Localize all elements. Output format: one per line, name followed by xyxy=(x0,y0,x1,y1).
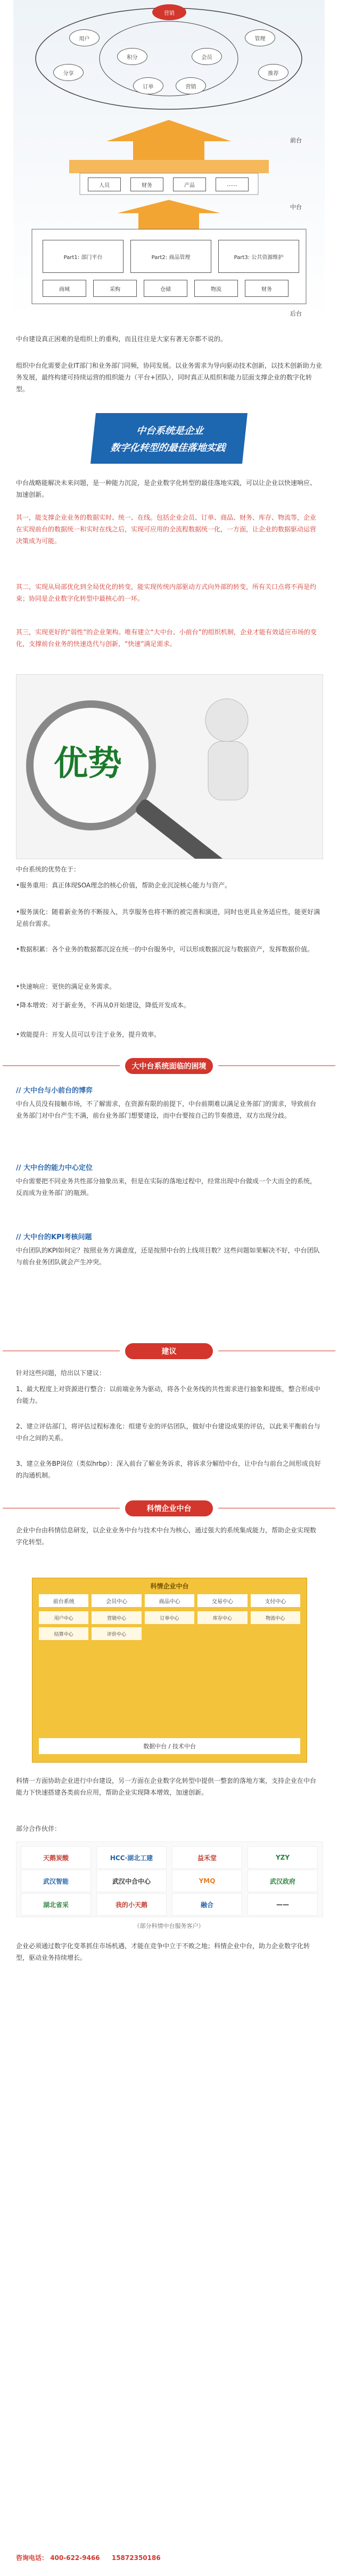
platform-col-1: 前台系统 xyxy=(39,1594,88,1607)
mid-box-2: 财务 xyxy=(130,177,163,191)
suggestion-3: 3、建立业务BP岗位（类似hrbp）：深入前台了解业务诉求，将诉求分解给中台，让中台与前台之间形成良好的沟通机制。 xyxy=(16,1460,321,1479)
body-paragraph-2: 其一，能支撑企业业务的数据实时、统一、在线。包括企业会员、订单、商品、财务、库存、物流等，企业在实现前台的数据统一和实时在线之后，实现可应用的全流程数据统一化，一方面，让企业的数据驱动运营决策成为可能。 xyxy=(16,514,317,545)
client-logo: 融合 xyxy=(172,1893,242,1916)
client-logo: YMQ xyxy=(172,1870,242,1892)
client-logo: 湖北省采 xyxy=(21,1893,91,1916)
platform-columns xyxy=(39,1594,300,1607)
mid-box-1: 人员 xyxy=(88,177,121,191)
advantage-item-6: •效能提升：开发人员可以专注于业务，提升效率。 xyxy=(16,1031,161,1038)
back-box-3: 仓储 xyxy=(144,280,187,297)
body-paragraph-1: 中台战略能解决未来问题，是一种能力沉淀，是企业数字化转型的最佳落地实践，可以让企业以快速响应、加速创新。 xyxy=(16,479,317,498)
platform-cell: 订单中心 xyxy=(145,1611,194,1624)
front-label: 前台 xyxy=(290,137,302,144)
advantage-badge: 优势 xyxy=(54,744,122,784)
back-box-5: 财务 xyxy=(245,280,288,297)
platform-bottom: 数据中台 / 技术中台 xyxy=(39,1738,300,1754)
platform-col-2: 会员中心 xyxy=(92,1594,141,1607)
platform-intro: 企业中台由科情信息研发，以企业业务中台与技术中台为核心，通过强大的系统集成能力，帮助企业实现数字化转型。 xyxy=(16,1527,317,1546)
advantages-intro: 中台系统的优势在于： xyxy=(16,866,80,873)
closing-paragraph: 企业必须通过数字化变革抓住市场机遇，才能在竞争中立于不败之地；科情企业中台，助力企业数字化转型，驱动业务持续增长。 xyxy=(16,1942,310,1961)
client-logo: HCC·湖北工建 xyxy=(96,1846,167,1869)
platform-grid xyxy=(39,1611,300,1640)
node-6: 会员 xyxy=(192,48,222,65)
mid-box-4: …… xyxy=(216,177,249,191)
clients-caption: （部分科情中台服务客户） xyxy=(134,1923,204,1929)
advantage-item-3: •数据积累：各个业务的数据都沉淀在统一的中台服务中，可以形成数据沉淀与数据资产，发挥数据价值。 xyxy=(16,946,314,953)
banner-line-2: 数字化转型的最佳落地实践 xyxy=(110,442,226,454)
platform-title: 科情企业中台 xyxy=(150,1582,189,1590)
intro-paragraph-1: 中台建设真正困难的是组织上的重构，而且往往是大家有著无奈都不说的。 xyxy=(16,335,227,343)
back-label: 后台 xyxy=(290,310,302,317)
body-paragraph-3: 其二，实现从局部优化到全局优化的转变，能实现传统内部驱动方式向外部的转变，所有关口点将不再是约束；协同是企业数字化转型中最核心的一环。 xyxy=(16,583,317,602)
problem-title-3: // 大中台的KPI考核问题 xyxy=(16,1233,92,1241)
advantage-item-4: •快速响应：更快的满足业务需求。 xyxy=(16,983,116,990)
part-2: Part2: 商品管理 xyxy=(130,240,211,273)
platform-cell: 结算中心 xyxy=(39,1627,88,1640)
node-1: 用户 xyxy=(69,29,100,46)
advantage-image xyxy=(16,674,323,859)
back-box-1: 商城 xyxy=(43,280,86,297)
problem-title-2: // 大中台的能力中心定位 xyxy=(16,1164,93,1172)
architecture-diagram xyxy=(0,0,338,325)
node-7: 订单 xyxy=(133,77,163,94)
part-1: Part1: 部门平台 xyxy=(43,240,123,273)
intro-paragraph-2: 组织中台化需要企业IT部门和业务部门同频，协同发展。以业务需求为导向驱动技术创新，以技术创新助力业务发展，最终构建可持续运营的组织能力（平台+团队），同时真正从组织和能力层面支撑企业的数字化转型。 xyxy=(16,362,322,393)
client-logo: 武汉智能 xyxy=(21,1870,91,1892)
body-paragraph-4: 其三，实现更好的“弱性”的企业架构。唯有建立“大中台、小前台”的组织机制，企业才能有效适应市场的变化，支撑前台业务的快速迭代与创新，“快速”满足需求。 xyxy=(16,628,317,648)
back-box-4: 物流 xyxy=(194,280,238,297)
header-dilemma: 大中台系统面临的困境 xyxy=(125,1058,213,1074)
diagram-lines xyxy=(0,0,338,325)
platform-col-5: 支付中心 xyxy=(251,1594,300,1607)
client-logo: —— xyxy=(248,1893,318,1916)
header-platform: 科情企业中台 xyxy=(125,1500,213,1516)
contact-line xyxy=(16,2553,161,2562)
platform-text: 科情一方面协助企业进行中台建设，另一方面在企业数字化转型中提供一整套的落地方案，支持企业在中台能力下快速搭建各类前台应用，帮助企业实现降本增效，加速创新。 xyxy=(16,1777,317,1796)
client-logo: 我的小天鹅 xyxy=(96,1893,167,1916)
platform-diagram xyxy=(32,1578,307,1763)
banner xyxy=(90,413,248,464)
client-logos xyxy=(16,1842,323,1917)
advantage-item-5: •降本增效：对于新业务，不再从0开始建设，降低开发成本。 xyxy=(16,1002,190,1009)
client-logo: 天鹅炭酸 xyxy=(21,1846,91,1869)
advantage-item-2: •服务演化：随着新业务的不断接入，共享服务也将不断的被完善和演进，同时也更具业务适应性，能更好满足前台需求。 xyxy=(16,908,320,927)
part-3: Part3: 公共资源维护 xyxy=(218,240,299,273)
middle-label: 中台 xyxy=(290,204,302,211)
platform-cell: 营销中心 xyxy=(92,1611,141,1624)
node-5: 积分 xyxy=(117,48,147,65)
client-logo: 武汉中合中心 xyxy=(96,1870,167,1892)
problem-text-2: 中台需要把不同业务共性部分抽象出来，但是在实际的落地过程中，经常出现中台做成一个大而全的系统，反而成为业务部门的瓶颈。 xyxy=(16,1177,317,1197)
suggestion-intro: 针对这些问题，给出以下建议： xyxy=(16,1369,106,1377)
mid-box-3: 产品 xyxy=(173,177,206,191)
suggestion-2: 2、建立评估部门，将评估过程标准化：组建专业的评估团队，做好中台建设成果的评估，以此来平衡前台与中台之间的关系。 xyxy=(16,1423,320,1442)
client-logo: 益禾堂 xyxy=(172,1846,242,1869)
center-node: 营销 xyxy=(152,4,186,20)
client-logo: YZY xyxy=(248,1846,318,1869)
platform-cell: 库存中心 xyxy=(197,1611,247,1624)
suggestion-1: 1、最大程度上对资源进行整合：以前端业务为驱动，将各个业务线的共性需求进行抽象和提炼，整合形成中台能力。 xyxy=(16,1385,320,1404)
problem-text-1: 中台人员没有接触市场，不了解需求，在资源有限的前提下，中台前期难以满足业务部门的需求，导致前台业务部门对中台产生不满，前台业务部门想要建设，而中台要按自己的节奏推进，双方出现分歧。 xyxy=(16,1100,317,1119)
node-2: 管理 xyxy=(245,29,275,46)
platform-cell: 物流中心 xyxy=(251,1611,300,1624)
node-3: 分享 xyxy=(53,64,84,81)
platform-col-3: 商品中心 xyxy=(145,1594,194,1607)
platform-cell: 评价中心 xyxy=(92,1627,141,1640)
contact-label: 咨询电话： xyxy=(16,2554,48,2562)
platform-cell: 用户中心 xyxy=(39,1611,88,1624)
contact-phone-2[interactable]: 15872350186 xyxy=(111,2554,161,2562)
node-4: 推荐 xyxy=(258,64,288,81)
back-box-2: 采购 xyxy=(93,280,137,297)
node-8: 营销 xyxy=(176,77,206,94)
platform-col-4: 交易中心 xyxy=(197,1594,247,1607)
header-suggestion: 建议 xyxy=(125,1343,213,1359)
client-logo: 武汉政府 xyxy=(248,1870,318,1892)
problem-title-1: // 大中台与小前台的博弈 xyxy=(16,1087,93,1095)
banner-line-1: 中台系统是企业 xyxy=(135,425,204,437)
advantage-item-1: •服务重用：真正体现SOA理念的核心价值，帮助企业沉淀核心能力与资产。 xyxy=(16,882,232,889)
problem-text-3: 中台团队的KPI如何定？按照业务方满意度，还是按照中台的上线项目数？这些问题如果解决不好，中台团队与前台业务团队就会产生冲突。 xyxy=(16,1247,320,1266)
clients-intro: 部分合作伙伴： xyxy=(16,1825,61,1832)
contact-phone-1[interactable]: 400-622-9466 xyxy=(50,2554,100,2562)
